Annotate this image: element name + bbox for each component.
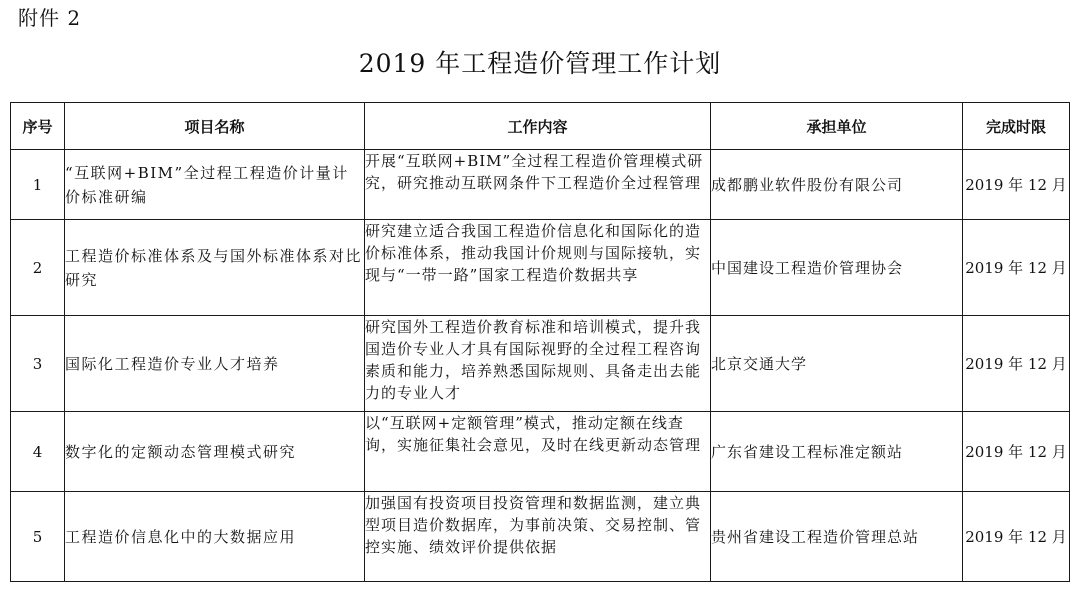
table-row: [11, 492, 1070, 582]
table-row: [11, 150, 1070, 220]
header-serial-number: 序号: [11, 103, 65, 150]
header-project-name: 项目名称: [65, 103, 365, 150]
work-content: [365, 316, 711, 412]
responsible-unit: 北京交通大学: [711, 316, 963, 412]
deadline: 2019 年 12 月: [963, 492, 1070, 582]
project-name: 国际化工程造价专业人才培养: [65, 316, 365, 412]
work-content-text: 开展“互联网+BIM”全过程工程造价管理模式研究，研究推动互联网条件下工程造价全过程管理: [365, 152, 704, 192]
responsible-unit: 贵州省建设工程造价管理总站: [711, 492, 963, 582]
deadline: 2019 年 12 月: [963, 150, 1070, 220]
row-number: 2: [11, 220, 65, 316]
work-content-text: 研究国外工程造价教育标准和培训模式，提升我国造价专业人才具有国际视野的全过程工程咨询素质和能力，培养熟悉国际规则、具备走出去能力的专业人才: [365, 318, 702, 402]
project-name: “互联网+BIM”全过程工程造价计量计价标准研编: [65, 150, 365, 220]
table-row: [11, 412, 1070, 492]
row-number: 1: [11, 150, 65, 220]
header-deadline: 完成时限: [963, 103, 1070, 150]
project-name: 工程造价信息化中的大数据应用: [65, 492, 365, 582]
table-body: [11, 150, 1070, 582]
table-header: [11, 103, 1070, 150]
responsible-unit: 广东省建设工程标准定额站: [711, 412, 963, 492]
row-number: 5: [11, 492, 65, 582]
work-content: [365, 492, 711, 582]
attachment-label: 附件 2: [18, 6, 82, 30]
work-plan-table: [10, 102, 1070, 582]
responsible-unit: 中国建设工程造价管理协会: [711, 220, 963, 316]
responsible-unit: 成都鹏业软件股份有限公司: [711, 150, 963, 220]
work-content-text: 以“互联网+定额管理”模式，推动定额在线查询，实施征集社会意见，及时在线更新动态管理: [365, 414, 702, 454]
work-content: [365, 412, 711, 492]
header-work-content: 工作内容: [365, 103, 711, 150]
work-content-text: 研究建立适合我国工程造价信息化和国际化的造价标准体系，推动我国计价规则与国际接轨，实现与“一带一路”国家工程造价数据共享: [365, 222, 702, 284]
header-responsible-unit: 承担单位: [711, 103, 963, 150]
document-title: 2019 年工程造价管理工作计划: [358, 49, 722, 78]
project-name: 工程造价标准体系及与国外标准体系对比研究: [65, 220, 365, 316]
project-name: 数字化的定额动态管理模式研究: [65, 412, 365, 492]
work-content-text: 加强国有投资项目投资管理和数据监测，建立典型项目造价数据库，为事前决策、交易控制、管控实施、绩效评价提供依据: [365, 494, 702, 556]
work-content: [365, 220, 711, 316]
work-content: [365, 150, 711, 220]
deadline: 2019 年 12 月: [963, 220, 1070, 316]
deadline: 2019 年 12 月: [963, 316, 1070, 412]
table-row: [11, 316, 1070, 412]
table-row: [11, 220, 1070, 316]
row-number: 3: [11, 316, 65, 412]
deadline: 2019 年 12 月: [963, 412, 1070, 492]
header-row: [11, 103, 1070, 150]
row-number: 4: [11, 412, 65, 492]
